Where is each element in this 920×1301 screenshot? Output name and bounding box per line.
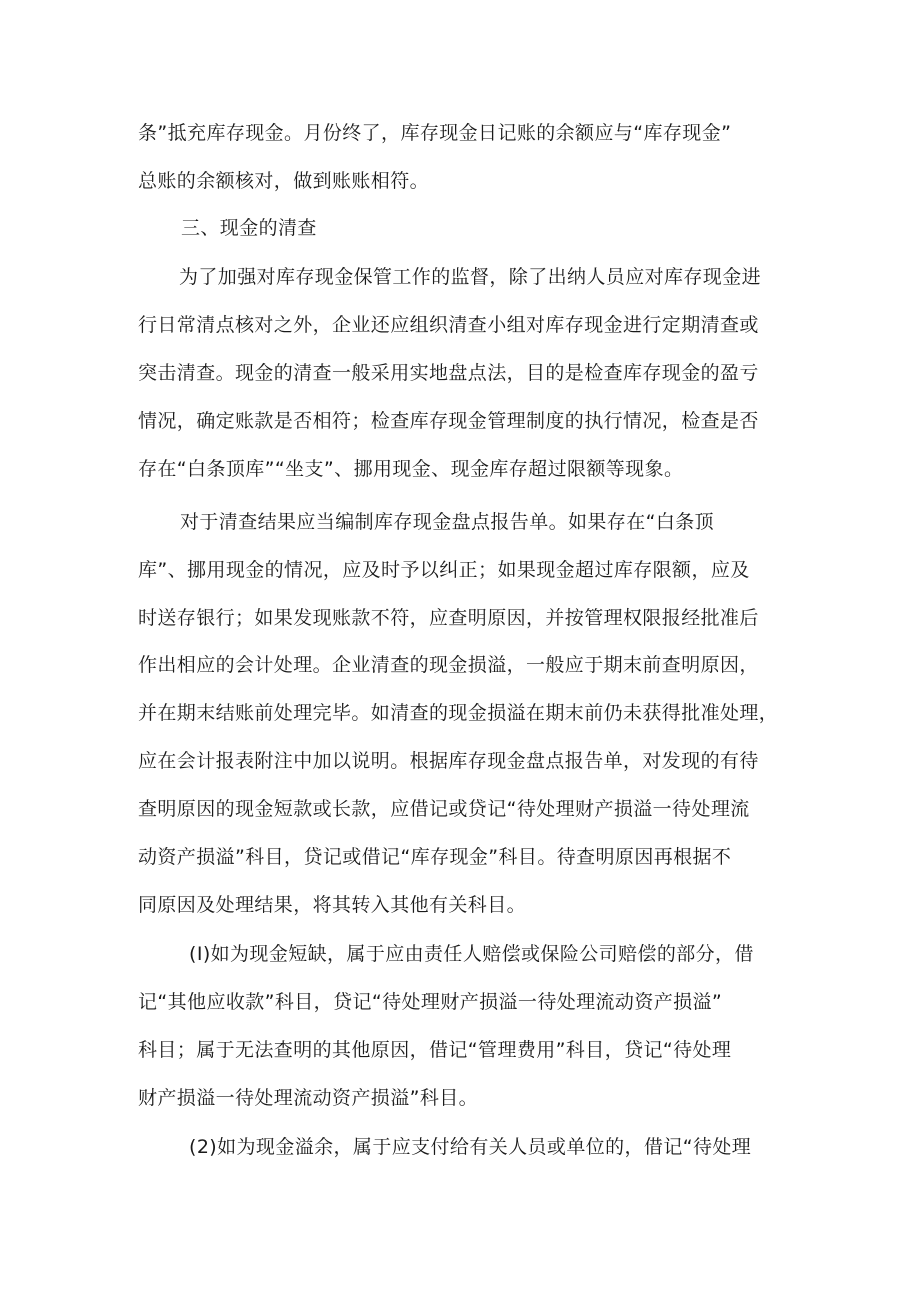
paragraph-first-line: 对于清查结果应当编制库存现金盘点报告单。如果存在“白条顶 <box>180 511 715 533</box>
text-line: 应在会计报表附注中加以说明。根据库存现金盘点报告单，对发现的有待 <box>138 750 759 772</box>
text-line: 突击清查。现金的清查一般采用实地盘点法，目的是检查库存现金的盈亏 <box>138 362 759 384</box>
text-line: 财产损溢一待处理流动资产损溢”科目。 <box>138 1087 479 1109</box>
paragraph-first-line: (I)如为现金短缺，属于应由责任人赔偿或保险公司赔偿的部分，借 <box>189 943 754 965</box>
text-line: 存在“白条顶库”“坐支”、挪用现金、现金库存超过限额等现象。 <box>138 458 684 480</box>
paragraph-first-line: 为了加强对库存现金保管工作的监督，除了出纳人员应对库存现金进 <box>179 266 762 288</box>
text-line: 作出相应的会计处理。企业清查的现金损溢，一般应于期末前查明原因， <box>138 654 759 676</box>
text-line: 查明原因的现金短款或长款，应借记或贷记“待处理财产损溢一待处理流 <box>138 798 750 820</box>
text-line: 总账的余额核对，做到账账相符。 <box>138 170 430 192</box>
text-line: 行日常清点核对之外，企业还应组织清查小组对库存现金进行定期清查或 <box>138 314 759 336</box>
section-heading: 三、现金的清查 <box>181 217 317 239</box>
text-line: 同原因及处理结果，将其转入其他有关科目。 <box>138 894 527 916</box>
text-line: 条”抵充库存现金。月份终了，库存现金日记账的余额应与“库存现金” <box>138 122 732 144</box>
text-line: 科目；属于无法查明的其他原因，借记“管理费用”科目，贷记“待处理 <box>138 1039 732 1061</box>
text-line: 时送存银行；如果发现账款不符，应查明原因，并按管理权限报经批准后 <box>138 607 759 629</box>
text-line: 并在期末结账前处理完毕。如清查的现金损溢在期末前仍未获得批准处理， <box>138 702 779 724</box>
text-line: 情况，确定账款是否相符；检查库存现金管理制度的执行情况，检查是否 <box>138 410 759 432</box>
paragraph-first-line: (2)如为现金溢余，属于应支付给有关人员或单位的，借记“待处理 <box>189 1136 752 1158</box>
text-line: 记“其他应收款”科目，贷记“待处理财产损溢一待处理流动资产损溢” <box>138 991 723 1013</box>
text-line: 动资产损溢”科目，贷记或借记“库存现金”科目。待查明原因再根据不 <box>138 846 732 868</box>
text-line: 库”、挪用现金的情况，应及时予以纠正；如果现金超过库存限额，应及 <box>138 559 750 581</box>
